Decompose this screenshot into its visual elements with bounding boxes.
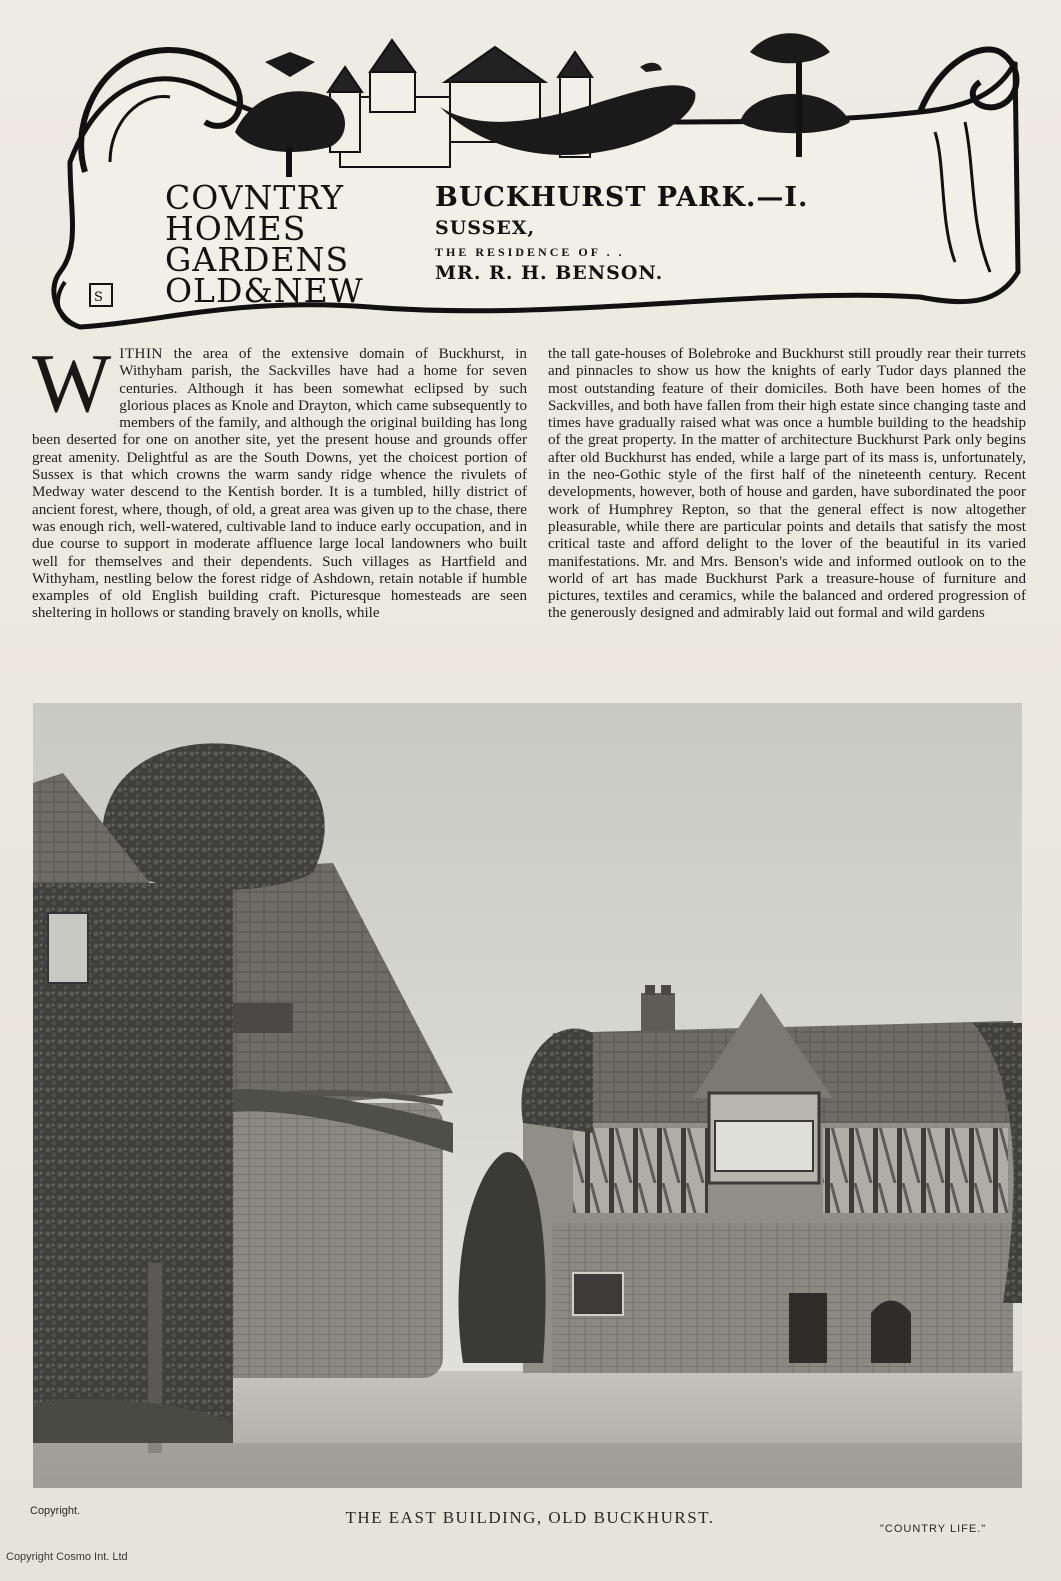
timber-house <box>521 985 1022 1373</box>
watermark-text: Copyright Cosmo Int. Ltd <box>6 1551 128 1563</box>
svg-text:S: S <box>94 290 103 305</box>
photo-caption: THE EAST BUILDING, OLD BUCKHURST. <box>345 1508 715 1527</box>
series-title <box>165 178 425 310</box>
copyright-label: Copyright. <box>30 1505 81 1517</box>
owner-name: MR. R. H. BENSON. <box>435 262 664 284</box>
photograph-east-building <box>33 703 1022 1488</box>
drop-cap: W <box>32 337 112 430</box>
series-line-3: GARDENS <box>165 240 350 279</box>
lead-word: ITHIN <box>119 346 163 362</box>
residence-label: THE RESIDENCE OF . . <box>435 245 625 259</box>
magazine-credit: "COUNTRY LIFE." <box>880 1523 987 1535</box>
left-column-text: the area of the extensive domain of Buckhurst, in Withyham parish, the Sackvilles have had a home for seven centuries. Although it has been somewhat eclipsed by such glorious places as Knole and Drayton, which came subsequently to members of the family, and although the original building has long been deserted for one on another site, yet the present house and grounds offer great amenity. Delightful as are the South Downs, yet the choicest portion of Sussex is that which crowns the warm sandy ridge whence the rivulets of Medway water descend to the Kentish border. It is a tumbled, hilly district of ancient forest, where, though, of old, a great area was given up to the chase, there was enough rich, well-watered, cultivable land to induce early occupation, and in due course to support in moderate affluence large local landowners who built well for themselves and their dependents. Such villages as Hartfield and Withyham, nestling below the forest ridge of Ashdown, retain notable if humble examples of old English building craft. Picturesque homesteads are seen sheltering in hollows or standing bravely on knolls, while <box>32 346 527 622</box>
photo-illustration <box>33 703 1022 1488</box>
series-line-2: HOMES <box>165 209 307 248</box>
series-line-1: COVNTRY <box>165 178 345 217</box>
header-banner <box>40 22 1025 342</box>
right-column-text: the tall gate-houses of Bolebroke and Buckhurst still proudly rear their turrets and pinnacles to show us how the knights of early Tudor days planned the most outstanding feature of their domiciles. Both have been homes of the Sackvilles, and both have fallen from their high estate since changing taste and times have gradually raised what was once a humble building to the headship of the great property. In the matter of architecture Buckhurst Park only begins after old Buckhurst has ended, while a large part of its mass is, unfortunately, in the neo-Gothic style of the first half of the nineteenth century. Recent developments, however, both of house and garden, have subordinated the poor work of Humphrey Repton, so that the general effect is now altogether pleasurable, while there are particular points and details that satisfy the most critical taste and afford delight to the lover of the beautiful in its varied manifestations. Mr. and Mrs. Benson's wide and informed outlook on to the world of art has made Buckhurst Park a treasure-house of furniture and pictures, textiles and ceramics, while the balanced and ordered progression of the generously designed and admirably laid out formal and wild gardens <box>548 346 1026 622</box>
article-heading <box>435 182 955 284</box>
county-label: SUSSEX, <box>435 217 536 239</box>
article-column-left <box>32 337 527 623</box>
article-column-right <box>548 346 1026 623</box>
series-line-4: OLD&NEW <box>165 271 364 310</box>
article-title: BUCKHURST PARK.—I. <box>435 182 809 213</box>
